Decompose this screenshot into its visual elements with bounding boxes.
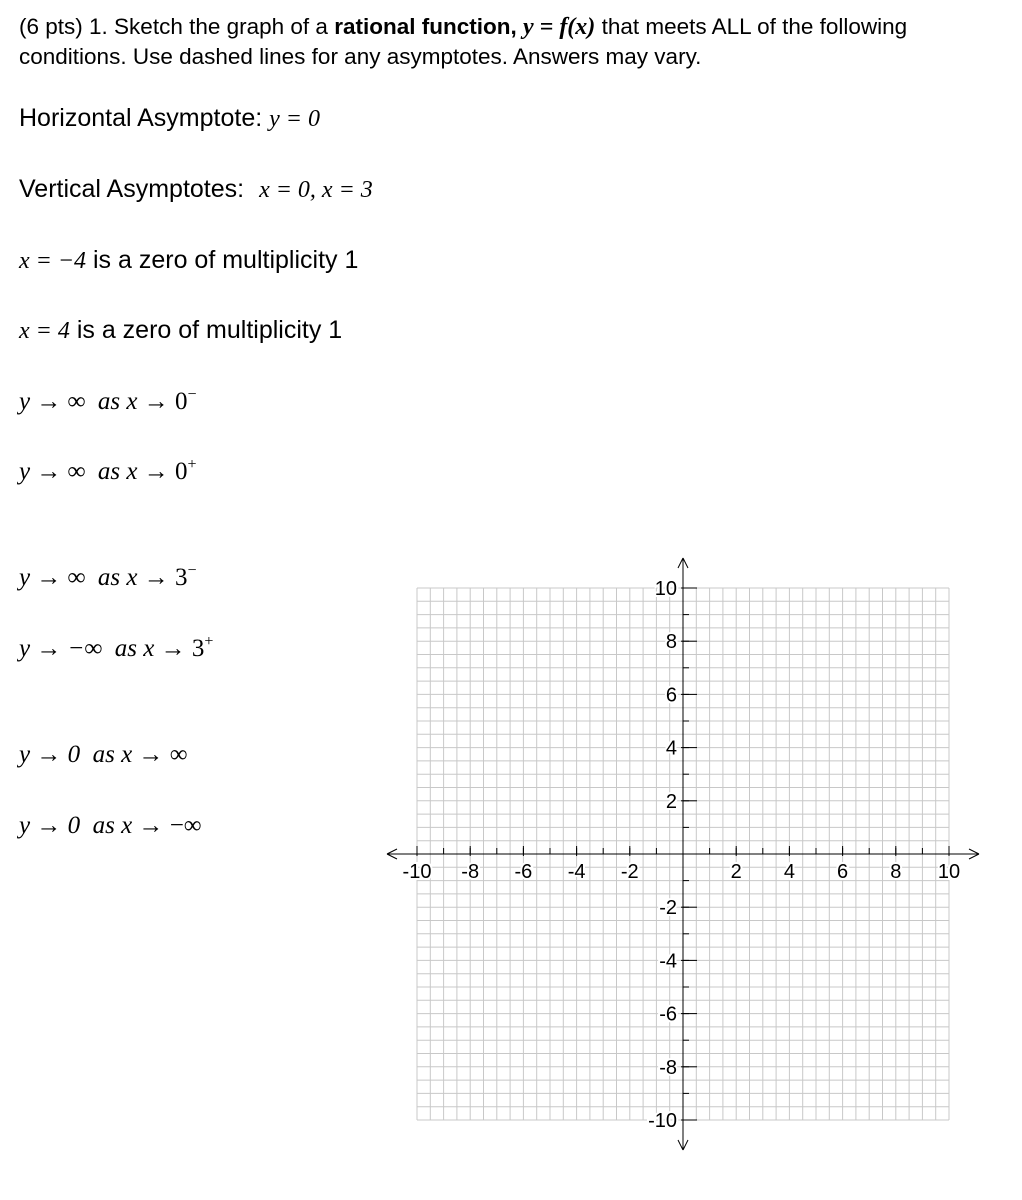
y-tick-label: -2 [659, 897, 677, 920]
zero-2-equation: x = 4 [19, 318, 70, 344]
limit-condition [19, 564, 197, 592]
y-tick-label: 8 [665, 631, 677, 654]
problem-statement [19, 12, 1009, 71]
horizontal-asymptote-value: y = 0 [269, 106, 320, 132]
zero-1-equation: x = −4 [19, 248, 87, 274]
problem-lead: Sketch the graph of a [114, 14, 328, 39]
y-tick-label: -8 [659, 1056, 677, 1079]
function-notation: y = f(x) [522, 14, 596, 40]
coordinate-grid[interactable] [380, 540, 990, 1160]
limit-lhs: y → ∞ [19, 388, 86, 415]
problem-points: (6 pts) 1. [19, 14, 108, 39]
limit-as: as x → [97, 388, 169, 415]
x-tick-label: -8 [461, 861, 480, 883]
vertical-asymptotes-label: Vertical Asymptotes: [19, 175, 245, 203]
limit-side: + [204, 633, 214, 650]
vertical-asymptotes-condition [19, 175, 373, 204]
limit-target: −∞ [169, 812, 202, 839]
y-tick-label: -10 [648, 1110, 677, 1132]
zero-condition-2 [19, 316, 342, 345]
limit-as: as x → [92, 741, 164, 768]
limit-lhs: y → ∞ [19, 458, 86, 485]
limit-side: + [187, 456, 197, 473]
zero-2-text: is a zero of multiplicity 1 [76, 316, 343, 344]
x-tick-label: -6 [514, 861, 533, 883]
limit-as: as x → [92, 812, 164, 839]
limit-lhs: y → −∞ [19, 635, 103, 662]
limit-as: as x → [97, 564, 169, 591]
limit-lhs: y → 0 [19, 741, 81, 768]
y-tick-label: -4 [659, 950, 677, 973]
limit-lhs: y → 0 [19, 812, 81, 839]
x-tick-label: -10 [402, 861, 432, 883]
y-tick-label: -6 [659, 1003, 677, 1026]
x-tick-label: 4 [783, 861, 795, 883]
limit-lhs: y → ∞ [19, 564, 86, 591]
x-tick-label: -2 [620, 861, 639, 883]
x-tick-label: 10 [937, 861, 961, 883]
limit-target: 3 [191, 635, 205, 662]
horizontal-asymptote-label: Horizontal Asymptote: [19, 104, 263, 132]
limit-as: as x → [97, 458, 169, 485]
limit-side: − [187, 386, 197, 403]
y-tick-label: 4 [665, 737, 677, 760]
limit-target: ∞ [169, 741, 188, 768]
x-tick-label: 2 [730, 861, 742, 883]
y-tick-label: 10 [654, 578, 677, 600]
limit-target: 0 [175, 458, 188, 485]
zero-condition-1 [19, 246, 358, 275]
limit-condition [19, 458, 197, 486]
y-tick-label: 2 [665, 790, 677, 813]
limit-condition [19, 812, 202, 840]
x-tick-label: 6 [837, 861, 849, 883]
limit-condition [19, 388, 197, 416]
limit-target: 0 [175, 388, 188, 415]
vertical-asymptotes-value: x = 0, x = 3 [259, 177, 373, 203]
horizontal-asymptote-condition [19, 104, 320, 133]
zero-1-text: is a zero of multiplicity 1 [93, 246, 359, 274]
limit-side: − [187, 562, 197, 579]
limit-as: as x → [114, 635, 186, 662]
limit-target: 3 [175, 564, 188, 591]
x-tick-label: 8 [890, 861, 902, 883]
x-tick-label: -4 [567, 861, 586, 883]
problem-rest: that meets ALL of the following conditions. Use dashed lines for any asymptotes. Answers may vary. [19, 14, 908, 69]
problem-bold-term: rational function, [334, 14, 517, 39]
limit-condition [19, 741, 188, 769]
y-tick-label: 6 [665, 684, 677, 707]
limit-condition [19, 635, 213, 663]
